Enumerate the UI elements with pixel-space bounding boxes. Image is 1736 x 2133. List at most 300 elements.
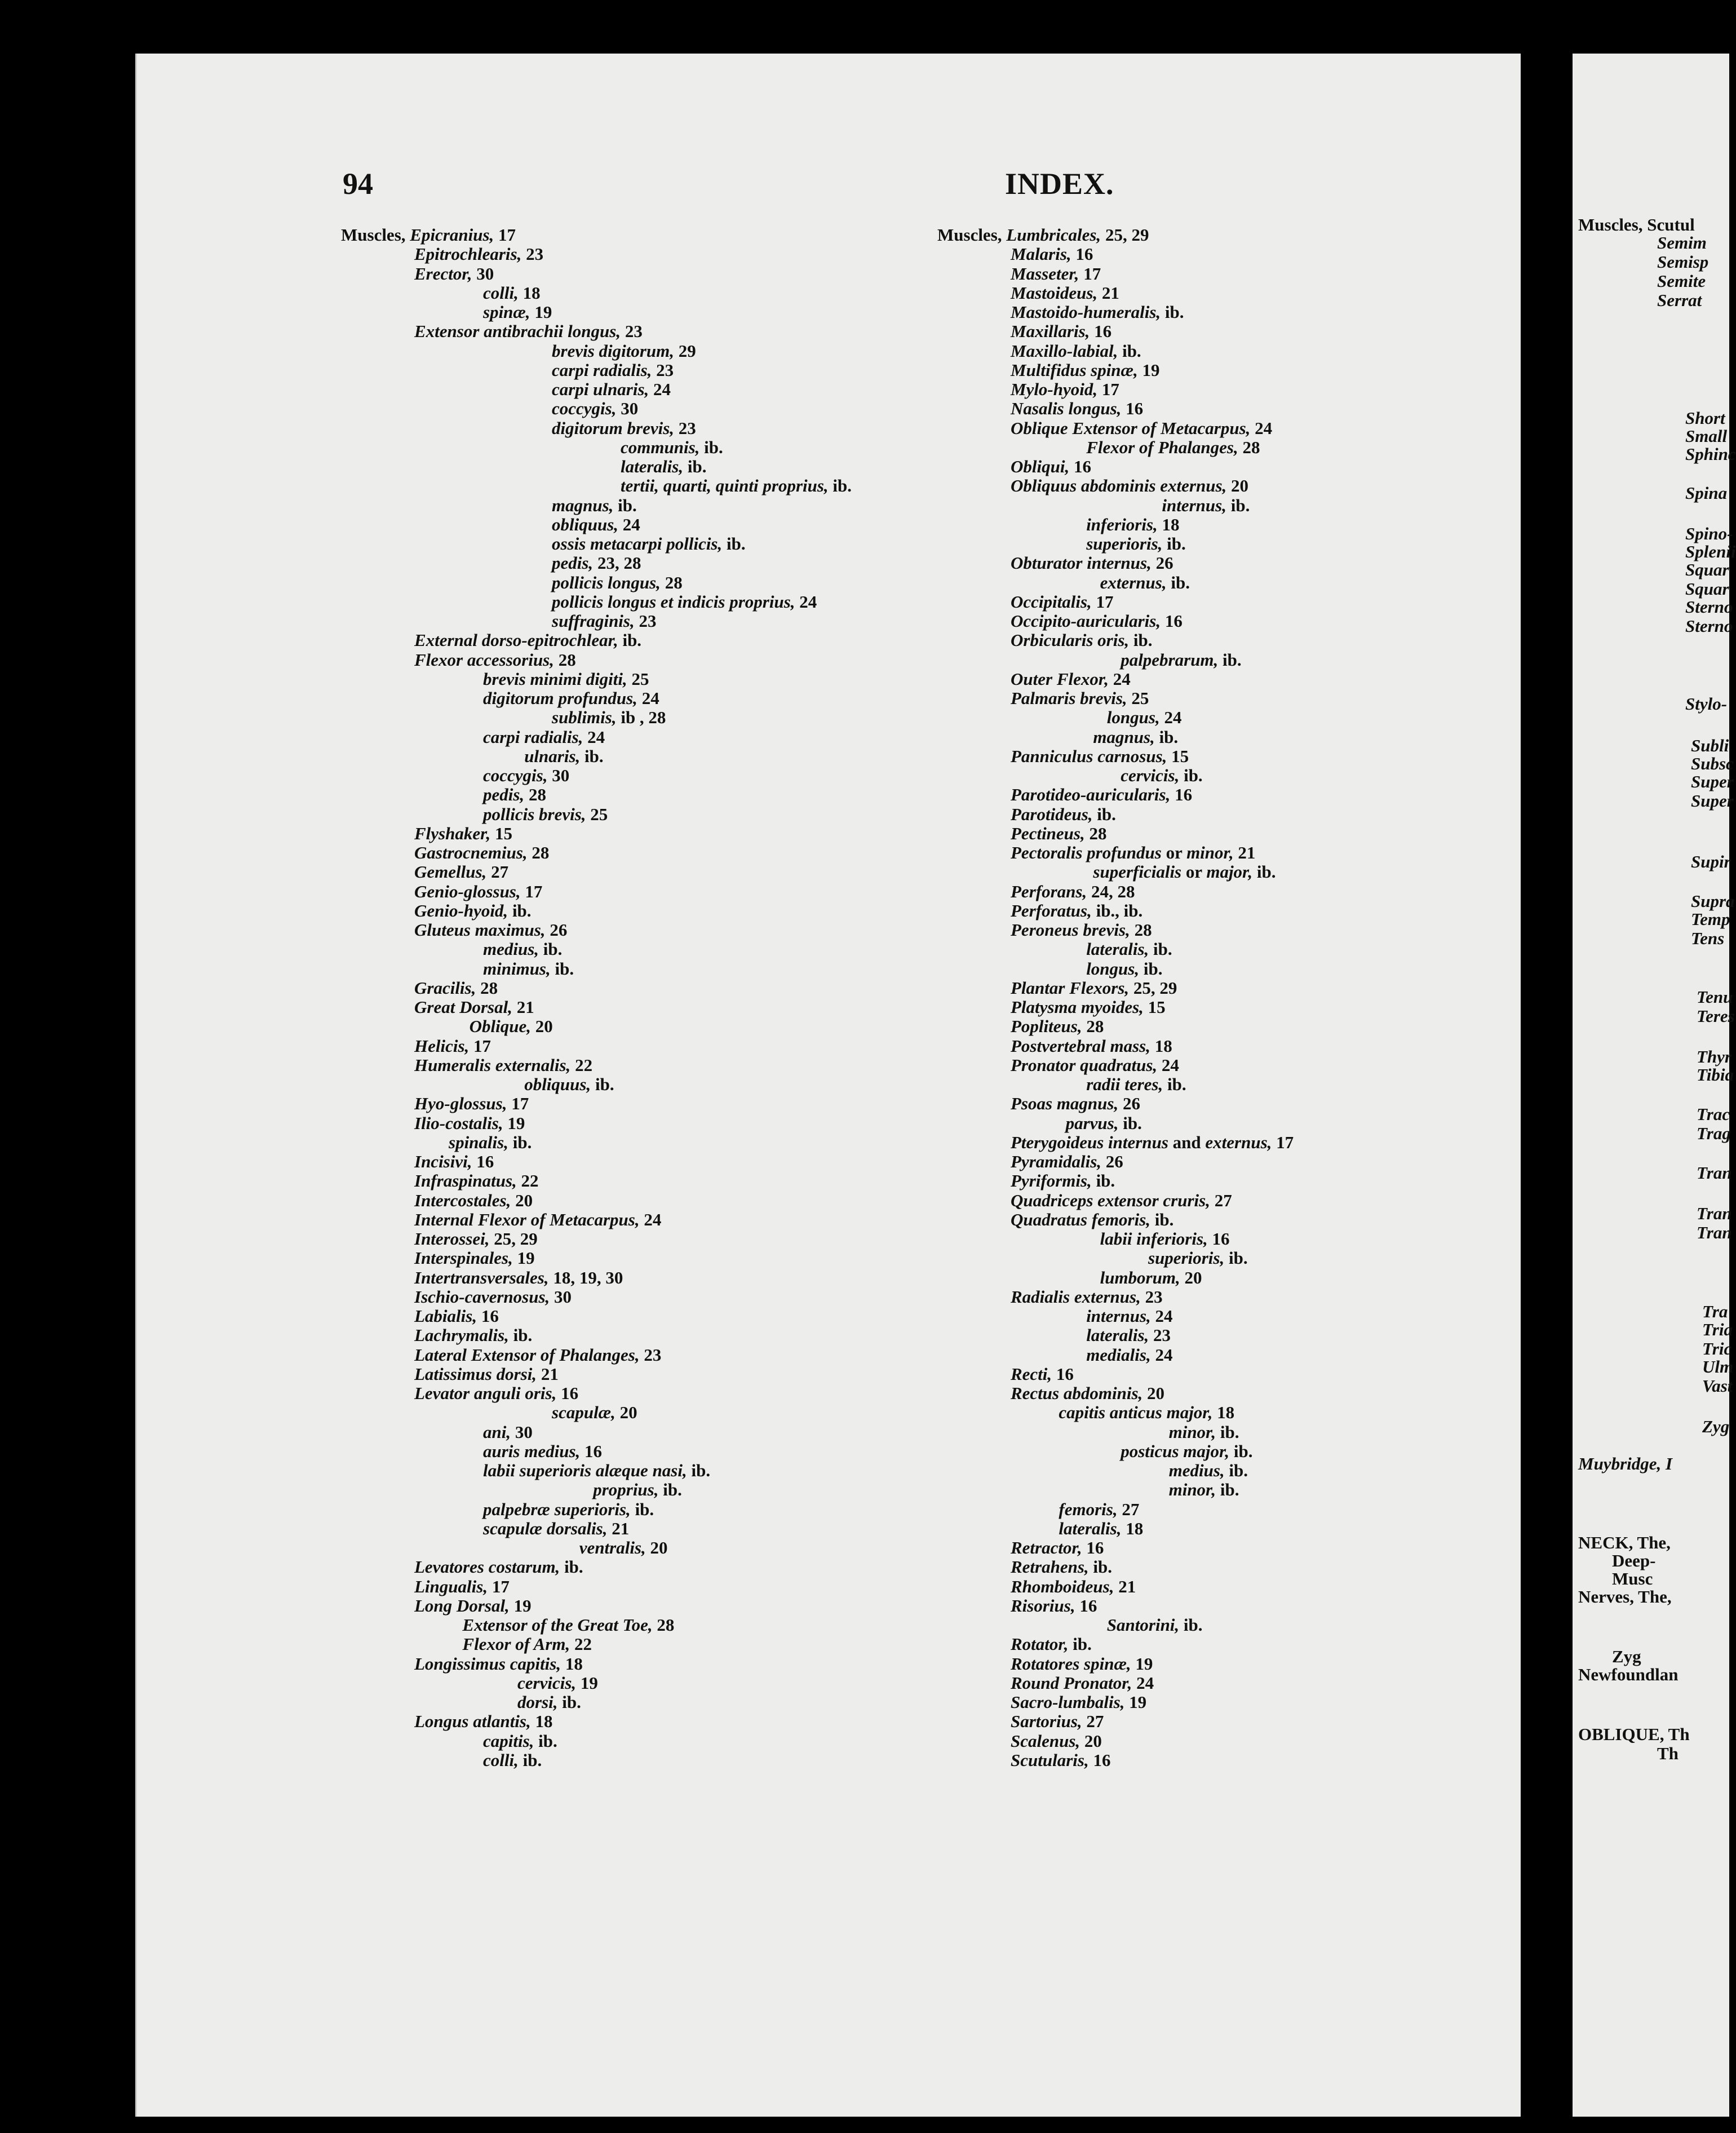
- index-entry: [1086, 515, 1179, 534]
- entry-term: Occipito-auricularis,: [1011, 611, 1161, 631]
- index-entry: [414, 862, 508, 882]
- entry-reference: ib.: [508, 900, 532, 921]
- index-entry: [552, 708, 666, 727]
- index-entry: [1169, 1480, 1239, 1499]
- facing-page-entry: [1685, 409, 1725, 428]
- entry-reference: 18: [530, 1711, 553, 1732]
- entry-reference: 25, 29: [1129, 977, 1177, 998]
- index-entry: [1086, 959, 1162, 979]
- entry-term: pedis,: [483, 785, 525, 805]
- entry-term: palpebræ superioris,: [483, 1499, 631, 1519]
- entry-reference: 25, 29: [1101, 225, 1149, 245]
- facing-page-text: OBLIQUE, Th: [1578, 1724, 1690, 1744]
- facing-page-entry: [1685, 617, 1733, 636]
- facing-page-entry: [1685, 445, 1736, 464]
- entry-term: carpi radialis,: [483, 727, 583, 747]
- entry-reference: 19: [1124, 1692, 1147, 1712]
- entry-term: Sacro-lumbalis,: [1011, 1692, 1125, 1712]
- entry-reference: ib.: [618, 630, 642, 650]
- entry-reference: 17: [520, 881, 543, 901]
- entry-reference: 24: [618, 514, 640, 534]
- entry-reference: ib.: [580, 746, 604, 766]
- entry-term: minor,: [1168, 1422, 1216, 1442]
- facing-page-entry: [1657, 233, 1707, 253]
- entry-reference: ib.: [1163, 1074, 1186, 1094]
- entry-term: Interspinales,: [414, 1248, 513, 1268]
- index-entry: [1011, 882, 1135, 901]
- entry-reference: 23: [1140, 1286, 1163, 1307]
- index-entry: [1011, 1094, 1140, 1113]
- facing-page-entry: [1697, 1047, 1731, 1066]
- entry-reference: 25: [586, 804, 608, 824]
- index-entry: [524, 747, 603, 766]
- facing-page-text: Spina: [1685, 483, 1728, 503]
- index-entry: [414, 264, 494, 284]
- entry-term: pollicis longus,: [552, 572, 661, 592]
- facing-page-text: Stylo-: [1685, 694, 1728, 714]
- entry-reference: ib.: [1088, 1557, 1113, 1577]
- entry-reference: 23: [639, 1344, 662, 1365]
- entry-term: coccygis,: [483, 765, 548, 785]
- facing-page-text: Supra: [1691, 891, 1735, 911]
- entry-reference: 16: [1052, 1364, 1074, 1384]
- index-entry: [621, 476, 852, 495]
- entry-reference: 30: [616, 399, 639, 419]
- facing-page-text: Spino-: [1685, 524, 1733, 543]
- entry-reference: 28: [652, 1615, 675, 1635]
- index-entry: [621, 438, 723, 457]
- facing-page-text: NECK, The,: [1578, 1533, 1671, 1552]
- index-entry: [1011, 361, 1159, 380]
- facing-page-entry: [1685, 542, 1736, 561]
- entry-term: Pectineus,: [1011, 823, 1085, 843]
- facing-page-text: Serrat: [1657, 290, 1702, 310]
- entry-reference: ib.: [1150, 1209, 1174, 1229]
- entry-reference: 21: [512, 997, 534, 1017]
- facing-page-text: Tran: [1697, 1203, 1732, 1223]
- entry-reference: 20: [615, 1402, 637, 1423]
- entry-term: suffraginis,: [552, 611, 635, 631]
- entry-term: Malaris,: [1011, 244, 1071, 264]
- entry-reference: 20: [1226, 476, 1249, 496]
- entry-reference: ib , 28: [616, 707, 666, 728]
- entry-reference: ib.: [1092, 804, 1116, 824]
- index-entry: [414, 631, 641, 650]
- entry-term: Panniculus carnosus,: [1011, 746, 1167, 766]
- index-entry: [1086, 940, 1172, 959]
- facing-page-entry: [1657, 1744, 1679, 1763]
- facing-page-text: Sterno: [1685, 597, 1733, 617]
- entry-reference: 24, 28: [1087, 881, 1135, 901]
- index-entry: [483, 284, 541, 303]
- entry-reference: ib.: [1216, 1422, 1239, 1442]
- index-entry: [1011, 1056, 1179, 1075]
- entry-term: Perforans,: [1011, 881, 1087, 901]
- entry-term: digitorum profundus,: [483, 688, 637, 708]
- entry-term: Ischio-cavernosus,: [414, 1286, 550, 1307]
- facing-page-entry: [1685, 427, 1727, 446]
- entry-reference: 18: [1121, 1518, 1144, 1538]
- facing-page-text: Tran: [1697, 1163, 1732, 1183]
- facing-page-entry: [1685, 598, 1733, 617]
- index-entry: [1011, 554, 1173, 573]
- entry-term: carpi ulnaris,: [552, 379, 649, 399]
- index-entry: [937, 225, 1149, 245]
- index-entry: [1100, 1268, 1202, 1287]
- facing-page-text: Ulm: [1702, 1357, 1734, 1377]
- entry-term: Incisivi,: [414, 1152, 472, 1171]
- facing-page-text: Tra: [1702, 1302, 1728, 1321]
- index-entry: [552, 554, 641, 573]
- entry-reference: 17: [1272, 1132, 1294, 1152]
- entry-term: communis,: [621, 437, 700, 457]
- entry-term: ani,: [483, 1422, 511, 1442]
- entry-reference: ib.: [1118, 340, 1141, 361]
- entry-term: minor,: [1186, 843, 1234, 862]
- entry-term: Ilio-costalis,: [414, 1113, 503, 1133]
- entry-term: internus,: [1086, 1306, 1151, 1326]
- entry-term: Internal Flexor of Metacarpus,: [414, 1209, 640, 1229]
- index-entry: [1011, 1674, 1154, 1693]
- index-entry: [1011, 1538, 1104, 1557]
- entry-reference: 16: [556, 1383, 579, 1403]
- facing-page-entry: [1691, 852, 1731, 871]
- entry-term: capitis,: [483, 1731, 534, 1751]
- entry-term: pollicis longus et indicis proprius,: [552, 591, 795, 612]
- entry-reference: 24: [1250, 418, 1273, 438]
- entry-reference: ib.: [687, 1461, 711, 1480]
- entry-reference: ib.: [1218, 649, 1242, 670]
- entry-term: longus,: [1086, 958, 1140, 979]
- index-entry: [414, 1557, 583, 1577]
- index-entry: [552, 419, 696, 438]
- entry-reference: ib.: [699, 437, 723, 457]
- entry-term: medialis,: [1086, 1344, 1151, 1365]
- index-entry: [1086, 1307, 1172, 1326]
- index-entry: [1011, 1596, 1097, 1616]
- entry-reference: 28: [476, 977, 498, 998]
- index-entry: [1011, 1037, 1172, 1056]
- index-entry: [414, 1056, 592, 1075]
- index-entry: [1011, 1557, 1112, 1577]
- entry-term: Gracilis,: [414, 977, 476, 998]
- entry-reference: 24: [795, 591, 817, 612]
- index-entry: [414, 1094, 529, 1113]
- entry-term: Lachrymalis,: [414, 1325, 509, 1346]
- entry-reference: 23: [1149, 1325, 1171, 1346]
- facing-page-entry: [1691, 772, 1734, 791]
- entry-reference: ib.: [683, 457, 707, 476]
- entry-term: Pyriformis,: [1011, 1171, 1092, 1191]
- entry-term: Pterygoideus internus: [1011, 1132, 1168, 1152]
- index-entry: [1100, 1229, 1230, 1249]
- index-entry: [1011, 322, 1111, 341]
- entry-term: sublimis,: [552, 707, 617, 728]
- facing-page-text: Semisp: [1657, 252, 1709, 272]
- entry-term: scapulæ dorsalis,: [483, 1518, 608, 1538]
- index-entry: [552, 612, 657, 631]
- entry-term: Hyo-glossus,: [414, 1094, 507, 1114]
- index-entry: [552, 342, 696, 361]
- entry-term: ventralis,: [579, 1538, 646, 1557]
- entry-reference: 20: [530, 1016, 553, 1037]
- index-entry: [1107, 1616, 1203, 1635]
- index-entry: [552, 361, 674, 380]
- index-entry: [1011, 245, 1093, 264]
- entry-reference: 25: [627, 669, 649, 689]
- entry-term: carpi radialis,: [552, 360, 652, 380]
- entry-term: Pyramidalis,: [1011, 1152, 1102, 1171]
- index-entry: [483, 940, 562, 959]
- index-entry: [552, 380, 671, 399]
- entry-reference: 16: [580, 1441, 603, 1461]
- index-entry: [1011, 1635, 1092, 1654]
- index-entry: [341, 225, 516, 245]
- entry-reference: 16: [1207, 1229, 1230, 1249]
- entry-reference: ib.: [1224, 1248, 1248, 1268]
- entry-term: labii superioris alæque nasi,: [483, 1461, 687, 1480]
- entry-reference: ib.: [508, 1132, 532, 1152]
- entry-term: palpebrarum,: [1121, 649, 1219, 670]
- index-entry: [1011, 1751, 1110, 1770]
- facing-page-entry: [1578, 1587, 1672, 1607]
- facing-page-entry: [1612, 1551, 1655, 1570]
- facing-page-text: Sphinc: [1685, 444, 1736, 464]
- index-entry: [1011, 1712, 1104, 1731]
- index-entry: [1107, 708, 1182, 727]
- index-entry: [1011, 1133, 1294, 1152]
- entry-reference: ib.: [518, 1750, 542, 1770]
- page-number: 94: [343, 167, 373, 201]
- index-entry: [1086, 1075, 1186, 1094]
- index-entry: [1086, 534, 1186, 554]
- index-entry: [1121, 1442, 1252, 1461]
- entry-term: Gemellus,: [414, 862, 487, 882]
- index-entry: [483, 689, 659, 708]
- entry-term: coccygis,: [552, 399, 617, 419]
- entry-term: internus,: [1162, 495, 1226, 515]
- index-entry: [1011, 264, 1101, 284]
- entry-term: Lumbricales,: [1006, 225, 1101, 245]
- entry-reference: ib.: [1216, 1480, 1239, 1500]
- entry-term: Rotatores spinæ,: [1011, 1653, 1131, 1674]
- entry-reference: 16: [477, 1306, 499, 1326]
- facing-page-entry: [1691, 791, 1734, 811]
- index-entry: [414, 901, 532, 921]
- index-entry: [1011, 457, 1091, 476]
- entry-reference: 19: [1131, 1653, 1153, 1674]
- entry-term: tertii, quarti, quinti proprius,: [621, 476, 829, 496]
- entry-reference: ib.: [550, 958, 574, 979]
- entry-reference: 17: [1091, 591, 1114, 612]
- entry-reference: 24: [1132, 1672, 1154, 1693]
- entry-reference: ib.: [1229, 1441, 1253, 1461]
- entry-term: Orbicularis oris,: [1011, 630, 1130, 650]
- facing-page-text: Thyr: [1697, 1047, 1731, 1066]
- facing-page-fragment: [1573, 54, 1736, 2117]
- entry-reference: 18: [518, 282, 541, 303]
- entry-reference: 24: [1159, 707, 1182, 728]
- entry-reference: ib.: [658, 1480, 682, 1500]
- entry-term: Radialis externus,: [1011, 1286, 1141, 1307]
- entry-reference: 15: [1167, 746, 1189, 766]
- entry-lead: Muscles,: [937, 225, 1007, 245]
- entry-reference: 22: [570, 1055, 593, 1075]
- entry-term: External dorso-epitrochlear,: [414, 630, 618, 650]
- index-entry: [1011, 1152, 1123, 1171]
- entry-reference: 28: [554, 649, 576, 670]
- facing-page-text: Newfoundlan: [1578, 1665, 1679, 1684]
- index-entry: [483, 1751, 542, 1770]
- entry-reference: 21: [1233, 843, 1256, 862]
- entry-reference: 17: [507, 1094, 529, 1114]
- entry-reference: ib.: [1068, 1634, 1092, 1654]
- entry-reference: ib.: [1224, 1461, 1248, 1480]
- index-entry: [414, 1287, 572, 1307]
- entry-reference: 28: [1084, 823, 1107, 843]
- facing-page-text: Teres: [1697, 1006, 1735, 1026]
- facing-page-entry: [1612, 1569, 1653, 1588]
- entry-reference: 19: [512, 1248, 535, 1268]
- entry-term: colli,: [483, 1750, 519, 1770]
- entry-reference: 16: [1088, 1750, 1111, 1770]
- facing-page-entry: [1702, 1357, 1733, 1377]
- entry-term: radii teres,: [1086, 1074, 1163, 1094]
- index-entry: [1011, 921, 1152, 940]
- facing-page-text: Tenu: [1697, 987, 1733, 1007]
- entry-term: superioris,: [1148, 1248, 1225, 1268]
- entry-reference: 23: [634, 611, 657, 631]
- index-entry: [1011, 476, 1248, 495]
- entry-reference: ib.: [1149, 939, 1172, 959]
- entry-term: Flexor of Arm,: [462, 1634, 570, 1654]
- entry-reference: 30: [472, 263, 494, 284]
- entry-term: Extensor antibrachii longus,: [414, 321, 621, 342]
- entry-term: Peroneus brevis,: [1011, 920, 1130, 940]
- entry-term: Mastoideus,: [1011, 282, 1098, 303]
- entry-reference: ib.: [1252, 862, 1276, 882]
- entry-reference: 16: [1069, 457, 1091, 476]
- entry-term: Obliqui,: [1011, 457, 1070, 476]
- facing-page-text: Temp: [1691, 909, 1730, 929]
- index-entry: [1086, 438, 1260, 457]
- entry-term: Nasalis longus,: [1011, 399, 1122, 419]
- entry-reference: 23: [621, 321, 643, 342]
- entry-term: parvus,: [1065, 1113, 1119, 1133]
- index-entry: [1011, 785, 1192, 804]
- entry-term: posticus major,: [1121, 1441, 1230, 1461]
- facing-page-text: Zyg: [1702, 1417, 1730, 1436]
- facing-page-entry: [1685, 579, 1729, 599]
- entry-term: capitis anticus major,: [1059, 1402, 1213, 1423]
- entry-term: lateralis,: [1086, 939, 1149, 959]
- index-entry: [414, 1114, 525, 1133]
- facing-page-text: Semim: [1657, 233, 1707, 253]
- entry-term: pollicis brevis,: [483, 804, 586, 824]
- entry-reference: 18: [561, 1653, 583, 1674]
- entry-reference: 16: [472, 1152, 494, 1171]
- facing-page-entry: [1578, 1533, 1671, 1552]
- index-entry: [414, 843, 549, 862]
- index-entry: [414, 1152, 494, 1171]
- entry-reference: 17: [469, 1035, 491, 1056]
- entry-term: ulnaris,: [524, 746, 581, 766]
- index-entry: [414, 1384, 578, 1403]
- entry-term: lateralis,: [1059, 1518, 1122, 1538]
- index-entry: [414, 1171, 539, 1191]
- entry-term: Gastrocnemius,: [414, 843, 528, 862]
- facing-page-text: Tran: [1697, 1223, 1732, 1242]
- entry-reference: ib.: [1179, 765, 1203, 785]
- entry-reference: or: [1161, 843, 1187, 862]
- entry-reference: 27: [1082, 1711, 1104, 1732]
- index-entry: [1059, 1500, 1139, 1519]
- facing-page-entry: [1691, 929, 1724, 948]
- entry-term: Multifidus spinæ,: [1011, 360, 1138, 380]
- entry-term: femoris,: [1059, 1499, 1118, 1519]
- index-entry: [517, 1674, 598, 1693]
- index-entry: [414, 650, 576, 670]
- facing-page-entry: [1691, 892, 1735, 911]
- entry-reference: ib.: [591, 1074, 614, 1094]
- entry-reference: ib., ib.: [1091, 900, 1143, 921]
- entry-term: Interossei,: [414, 1229, 490, 1249]
- entry-term: Rectus abdominis,: [1011, 1383, 1143, 1403]
- index-entry: [449, 1133, 532, 1152]
- index-entry: [1011, 979, 1177, 998]
- entry-reference: 23, 28: [593, 553, 641, 573]
- facing-page-text: Sterno: [1685, 616, 1733, 636]
- entry-term: cervicis,: [1121, 765, 1180, 785]
- entry-reference: 16: [1170, 785, 1193, 805]
- facing-page-text: Squar: [1685, 579, 1729, 599]
- entry-term: Postvertebral mass,: [1011, 1035, 1150, 1056]
- entry-reference: 23: [674, 418, 696, 438]
- entry-reference: 17: [1097, 379, 1119, 399]
- index-entry: [462, 1616, 674, 1635]
- entry-term: cervicis,: [517, 1672, 577, 1693]
- index-entry: [1011, 1287, 1163, 1307]
- entry-term: Scalenus,: [1011, 1731, 1080, 1751]
- index-entry: [552, 592, 817, 612]
- entry-term: Long Dorsal,: [414, 1595, 510, 1616]
- entry-reference: 18, 19, 30: [548, 1267, 623, 1287]
- entry-term: Pronator quadratus,: [1011, 1055, 1158, 1075]
- entry-reference: 20: [511, 1190, 533, 1210]
- entry-reference: 24: [1150, 1344, 1173, 1365]
- index-entry: [414, 1654, 583, 1674]
- index-entry: [1011, 998, 1166, 1017]
- index-entry: [1011, 824, 1107, 843]
- index-entry: [414, 1326, 532, 1345]
- entry-term: obliquus,: [524, 1074, 591, 1094]
- facing-page-text: Tibia: [1697, 1065, 1734, 1085]
- index-entry: [1011, 843, 1255, 862]
- facing-page-text: Trac: [1697, 1104, 1730, 1124]
- facing-page-entry: [1697, 1223, 1732, 1242]
- index-entry: [552, 496, 637, 515]
- entry-reference: 21: [537, 1364, 559, 1384]
- entry-term: brevis minimi digiti,: [483, 669, 627, 689]
- index-entry: [517, 1693, 581, 1712]
- index-entry: [414, 1191, 533, 1210]
- index-entry: [414, 1037, 491, 1056]
- entry-reference: 28: [1238, 437, 1260, 457]
- entry-reference: 17: [494, 225, 516, 245]
- index-entry: [470, 1017, 553, 1036]
- entry-reference: 24: [1150, 1306, 1173, 1326]
- entry-reference: ib.: [508, 1325, 533, 1346]
